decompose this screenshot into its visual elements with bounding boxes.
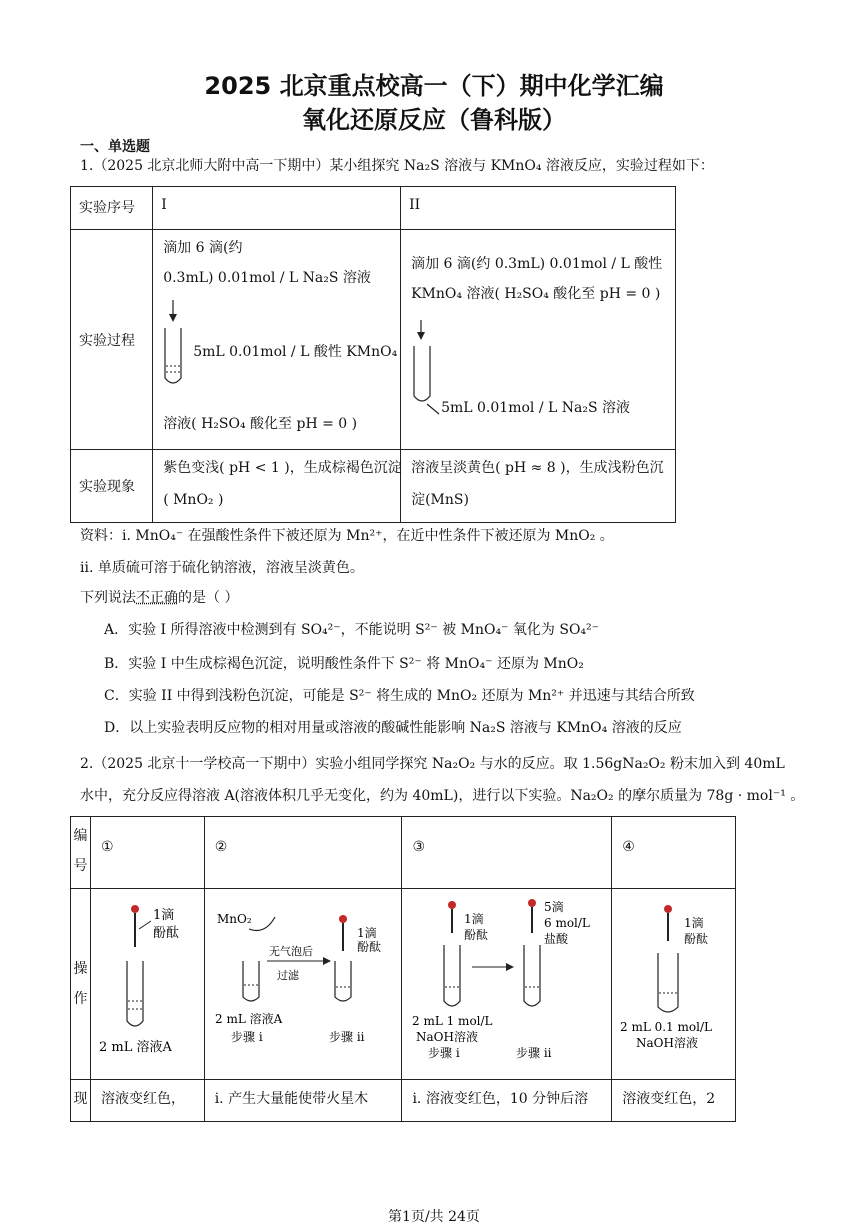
q1-stem: 1.（2025 北京北师大附中高一下期中）某小组探究 Na₂S 溶液与 KMnO₄ 溶液反应，实验过程如下： <box>80 158 714 174</box>
fig3-conc: 6 mol/L <box>544 916 591 930</box>
q1-table <box>70 186 676 523</box>
row-label: 编 号 <box>71 817 91 889</box>
fig3-drop2: 5滴 <box>544 900 565 914</box>
fig3-cell <box>402 889 612 1080</box>
fig3-solution2: NaOH溶液 <box>416 1030 479 1044</box>
col-header-1: I <box>153 187 401 230</box>
exp2-cell <box>401 230 676 450</box>
option-a[interactable]: A．实验 I 所得溶液中检测到有 SO₄²⁻，不能说明 S²⁻ 被 MnO₄⁻ 氧化为 SO₄²⁻ <box>104 622 600 638</box>
result-1: 溶液变红色， <box>90 1080 204 1122</box>
fig2-arrow-label: 无气泡后 <box>268 945 313 958</box>
fig3-step1: 步骤 i <box>428 1046 461 1060</box>
q1-note-2: ii. 单质硫可溶于硫化钠溶液，溶液呈淡黄色。 <box>80 560 364 576</box>
fig1-solution: 2 mL 溶液A <box>98 1040 172 1055</box>
obs2-line2: 淀(MnS) <box>411 492 469 508</box>
obs1-line2: ( MnO₂ ) <box>163 492 224 508</box>
fig1-reagent: 酚酞 <box>152 926 179 941</box>
result-4: 溶液变红色，2 <box>612 1080 736 1122</box>
fig1-cell <box>90 889 204 1080</box>
exp1-line3: 5mL 0.01mol / L 酸性 KMnO₄ <box>193 344 398 360</box>
exp2-line2: KMnO₄ 溶液( H₂SO₄ 酸化至 pH = 0 ) <box>411 286 661 302</box>
fig3-reagent1: 酚酞 <box>464 928 489 942</box>
option-d[interactable]: D．以上实验表明反应物的相对用量或溶液的酸碱性能影响 Na₂S 溶液与 KMnO₄ 溶液的反应 <box>104 720 682 736</box>
fig3-drop1: 1滴 <box>464 912 485 926</box>
row-label: 操 作 <box>71 889 91 1080</box>
col-header-2: II <box>401 187 676 230</box>
q1-ask-pre: 下列说法 <box>80 590 136 606</box>
section-heading: 一、单选题 <box>80 139 150 155</box>
obs1-cell <box>153 450 401 523</box>
result-3: i. 溶液变红色，10 分钟后溶 <box>402 1080 612 1122</box>
fig2-drop: 1滴 <box>356 926 377 940</box>
exp1-cell <box>153 230 401 450</box>
q1-ask-emphasis: 不正确 <box>136 590 178 606</box>
naoh-dilute-figure <box>612 889 732 1075</box>
fig3-solution: 2 mL 1 mol/L <box>412 1014 493 1028</box>
dropper-tube-figure <box>91 889 201 1075</box>
q1-ask <box>80 588 238 608</box>
num-1: ① <box>90 817 204 889</box>
result-2: i. 产生大量能使带火星木 <box>204 1080 402 1122</box>
obs2-cell <box>401 450 676 523</box>
fig3-reagent2: 盐酸 <box>544 932 569 946</box>
exp2-line1: 滴加 6 滴(约 0.3mL) 0.01mol / L 酸性 <box>411 256 663 272</box>
fig2-mno2: MnO₂ <box>216 912 252 926</box>
q1-ask-post: 的是（ ） <box>178 590 239 606</box>
option-c[interactable]: C．实验 II 中得到浅粉色沉淀，可能是 S²⁻ 将生成的 MnO₂ 还原为 Mn²⁺ 并迅速与其结合所致 <box>104 688 695 704</box>
num-4: ④ <box>612 817 736 889</box>
exp1-line2: 0.3mL) 0.01mol / L Na₂S 溶液 <box>163 270 371 286</box>
naoh-procedure-figure <box>402 889 608 1075</box>
fig2-solution: 2 mL 溶液A <box>214 1012 282 1026</box>
fig2-step1: 步骤 i <box>230 1030 263 1044</box>
fig4-solution2: NaOH溶液 <box>636 1036 699 1050</box>
fig1-drop: 1滴 <box>152 908 175 923</box>
document-title: 2025 北京重点校高一（下）期中化学汇编 <box>204 72 664 100</box>
page-footer: 第1页/共 24页 <box>388 1209 480 1225</box>
q2-stem-line2: 水中，充分反应得溶液 A(溶液体积几乎无变化，约为 40mL)，进行以下实验。Na₂O₂ 的摩尔质量为 78g · mol⁻¹ 。 <box>80 788 805 804</box>
document-subtitle: 氧化还原反应（鲁科版） <box>302 106 566 134</box>
exp1-line4: 溶液( H₂SO₄ 酸化至 pH = 0 ) <box>163 416 358 432</box>
fig4-cell <box>612 889 736 1080</box>
row-label: 现 <box>71 1080 91 1122</box>
row-label: 实验现象 <box>71 450 153 523</box>
fig2-arrow-label2: 过滤 <box>276 969 299 982</box>
obs2-line1: 溶液呈淡黄色( pH ≈ 8 )，生成浅粉色沉 <box>411 460 664 476</box>
fig2-step2: 步骤 ii <box>328 1030 365 1044</box>
fig4-reagent: 酚酞 <box>684 932 709 946</box>
mno2-procedure-figure <box>205 889 399 1075</box>
exp2-line3: 5mL 0.01mol / L Na₂S 溶液 <box>441 400 630 416</box>
row-label: 实验序号 <box>71 187 153 230</box>
row-label: 实验过程 <box>71 230 153 450</box>
num-3: ③ <box>402 817 612 889</box>
q2-table <box>70 816 736 1122</box>
obs1-line1: 紫色变浅( pH < 1 )，生成棕褐色沉淀 <box>163 460 402 476</box>
fig2-reagent: 酚酞 <box>356 940 381 954</box>
fig2-cell <box>204 889 402 1080</box>
exp1-line1: 滴加 6 滴(约 <box>163 240 243 256</box>
num-2: ② <box>204 817 402 889</box>
fig4-drop: 1滴 <box>684 916 704 930</box>
option-b[interactable]: B．实验 I 中生成棕褐色沉淀，说明酸性条件下 S²⁻ 将 MnO₄⁻ 还原为 MnO₂ <box>104 656 584 672</box>
q2-stem-line1: 2.（2025 北京十一学校高一下期中）实验小组同学探究 Na₂O₂ 与水的反应。取 1.56gNa₂O₂ 粉末加入到 40mL <box>80 756 785 772</box>
q1-note-1: 资料：i. MnO₄⁻ 在强酸性条件下被还原为 Mn²⁺，在近中性条件下被还原为 MnO₂ 。 <box>80 528 614 544</box>
fig4-solution: 2 mL 0.1 mol/L <box>620 1020 713 1034</box>
fig3-step2: 步骤 ii <box>516 1046 552 1060</box>
